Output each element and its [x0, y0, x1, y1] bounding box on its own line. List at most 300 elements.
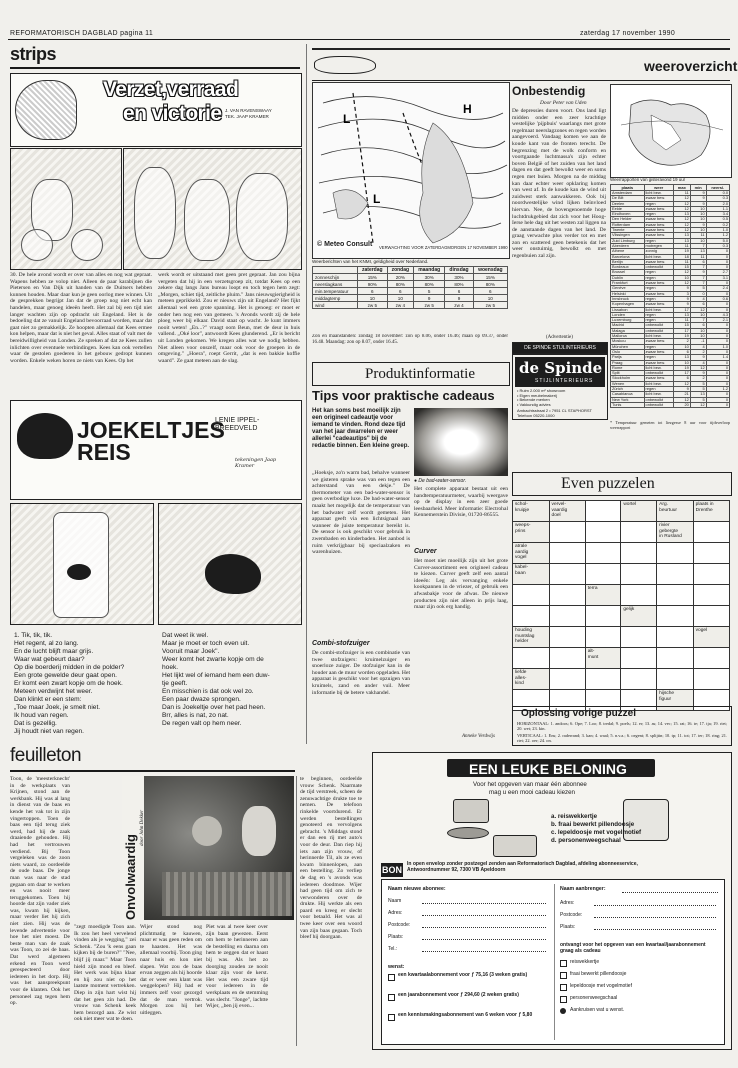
choice-marker-icon	[560, 1008, 566, 1014]
table-cell: Eindhoven	[611, 212, 645, 217]
gift-choice[interactable]	[560, 994, 718, 1004]
crossword-grid[interactable]	[512, 500, 730, 711]
gift-choice[interactable]	[560, 958, 718, 968]
verse-line: Waar wat gebeurt daar?	[14, 656, 85, 663]
forecast-table	[312, 266, 508, 309]
verse-line: Meteen verdwijnt het weer.	[14, 688, 93, 695]
verse-line: Brr, alles is nat, zo nat.	[162, 712, 229, 719]
table-cell: 12	[673, 196, 690, 201]
table-cell: 1.2	[706, 386, 729, 391]
table-cell: 1.2	[706, 233, 729, 238]
answer-cell[interactable]	[693, 564, 729, 585]
clue-cell: Arg. beurtuur	[657, 501, 694, 522]
table-cell: regen	[644, 312, 673, 317]
table-cell: Stockholm	[611, 376, 645, 381]
produktinfo-body-a: „Hoeksje, zo'n warm bad, behalve wanneer we gisteren sprake was van een tegen een achterstand van een dekje." De thermometer van een bad-water-sensor is geen overbodige luxe. De bad-water-sensor maakt het mogelijk dat de temperatuur van het badwater zelf wordt gemeten. Het apparaat geeft via een lichtsignaal aan wanneer de juiste temperatuur bereikt is. De sensor is ook geschikt voor gebruik in zwembaden en kinderbaden. Het aanbod is ruim verkrijgbaar bij speciaalzaken en warenhuizen.	[312, 470, 410, 556]
forecast-value: 80%	[387, 281, 413, 288]
table-cell: 0	[706, 392, 729, 397]
figure-standing	[236, 173, 288, 261]
verse-right	[162, 632, 302, 728]
table-cell: 17	[673, 328, 690, 333]
produktinfo-sub1: Curver	[414, 548, 437, 555]
table-cell: 0	[706, 254, 729, 259]
table-cell: 0	[706, 281, 729, 286]
field-input[interactable]	[422, 915, 546, 916]
table-cell: Athene	[611, 249, 645, 254]
answer-cell[interactable]	[693, 669, 729, 690]
table-cell: Malaga	[611, 328, 645, 333]
table-cell: 2.1	[706, 318, 729, 323]
table-cell: Rotterdam	[611, 222, 645, 227]
table-cell: 6	[690, 259, 706, 264]
table-cell: zwaar bew.	[644, 281, 673, 286]
clue-cell: kabel- baan	[513, 564, 550, 585]
table-cell: Wenen	[611, 381, 645, 386]
comic1-text-right: werk wordt er uitstaand met geen pret gepraat. Jan zou bijna vergeten dat hij in een verzetsgroep zit, totdat Kees op een zekere dag langs Jans bureau loopt en toch tegen hem zegt: „Morgen, schiet tijd, zeitliche pluim." Jans nieuwsgierigheid is meteen geprikkeld. Zou er nieuws zijn uit Engeland? Het fijkt allemaal wel een grote spanning. Het is genoeg: er moet er onder hen nog een van gemeen. 's Avonds wordt zij de hele ploeg weer bij elkaar. David staat op wacht. Je kunt immers nooit weten! „En...?" vraagt oom Beun, met de deur in huis vallend. „Oké loor", antwoordt Kees glunderend. „Er is bericht uit Londen gekomen. We kregen alles wat we nodig hebben. Niet alleen voor onszelf, maar ook voor de groepen in de omgeving." „Hoera", roept Gerrit, „dat is een bakkie koffie waard". Ze gaat meteen aan de slag.	[158, 272, 300, 364]
answer-cell[interactable]	[549, 648, 585, 669]
table-cell: zwaar bew.	[644, 376, 673, 381]
forecast-value: 30%	[445, 274, 473, 281]
answer-cell[interactable]	[657, 564, 694, 585]
table-cell: licht bew.	[644, 254, 673, 259]
feuilleton-title: Onvolwaardig	[123, 834, 138, 920]
weather-map	[312, 82, 510, 259]
choice-label: reiswekkertje	[570, 959, 600, 965]
forecast-value: 5	[413, 288, 444, 295]
table-cell: Innsbruck	[611, 296, 645, 301]
table-cell: 0.3	[706, 196, 729, 201]
field-label: Adres:	[388, 910, 403, 916]
table-cell: 4	[690, 344, 706, 349]
answer-cell[interactable]	[657, 648, 694, 669]
ad-spinde-sub: STIJLINTERIEURS	[535, 378, 594, 384]
forecast-label: neerslagkans	[313, 281, 358, 288]
option-checkbox[interactable]	[388, 994, 395, 1001]
table-cell: licht bew.	[644, 334, 673, 339]
verse-line: „Toe maar Joek, je smelt niet.	[14, 704, 101, 711]
ad-phone: Telefoon 05220-1000	[517, 413, 555, 418]
feuilleton-col3: "zegt moedigde Toon aan. Ik zou het heel vervelend vinden als je wegging," zei Schenk. "Zou 'k eens gaan kijken bij de buren?" "Nee, blijf jij maar." Maar Toon hield zijn mond en bleef. Het werk was bijna klaar en hij zou niet op het laatste moment vertrekken. Diep in zijn hart wist hij dat het geen zin had. De vrouw van Schenk keek hem bezorgd aan. Ze wist ook niet meer wat te doen.	[74, 924, 136, 1023]
table-cell: 5.0	[706, 238, 729, 243]
table-cell: 15	[673, 323, 690, 328]
table-cell: 0	[706, 397, 729, 402]
giver-name-input[interactable]	[622, 886, 718, 893]
grid-row	[513, 501, 730, 522]
answer-cell[interactable]	[657, 606, 694, 627]
answer-cell[interactable]	[621, 585, 657, 606]
table-cell: 15	[673, 265, 690, 270]
form-row	[560, 922, 718, 932]
choice-checkbox[interactable]	[560, 984, 567, 991]
comic2-panel-1	[10, 503, 154, 625]
answer-cell[interactable]	[549, 585, 585, 606]
comic2-panel-2	[158, 503, 302, 625]
produktinfo-body-c: Het moet niet moeilijk zijn uit het grote Curver-assortiment een origineel cadeau te kiezen. Curver geeft zelf een aantal ideeën: Leg als vervanging enkele kookpannen in de vriezer, of gebruik een afwasbakje voor de afwas. De nieuwe producten zijn niet alleen in prijs laag, maar zijn ook erg handig.	[414, 558, 508, 611]
table-cell: 12	[673, 201, 690, 206]
table-cell: licht bew.	[644, 392, 673, 397]
table-cell: Split	[611, 371, 645, 376]
answer-cell[interactable]	[585, 669, 621, 690]
subscription-options	[388, 972, 548, 1042]
table-cell: 2	[690, 376, 706, 381]
table-cell: 2.7	[706, 270, 729, 275]
table-cell: 13	[690, 392, 706, 397]
table-cell: 6	[673, 376, 690, 381]
table-cell: 9	[673, 286, 690, 291]
comic1-text-left: 30. De hele avond wordt er over van alles en nog wat gepraat. Wapens hebben ze volop niet. Alleen de paar karabijnen die Pietersen en Van Dijk uit handen van de Duitsers hebben kunnen houden. Maar daar kun je geen oorlog mee winnen. Uit de gesprekken begrijpt Jan dat de groep nog niet echt kan handelen, maar genoeg ideeën heeft. Het zal bij een tijd niet langer wachten zijn op opdracht uit Engeland. Het is de bedoeling dat ze vanuit Engeland bevoorraad worden, maar dat gaat niet zo gemakkelijk. Ze hoopten allemaal dat Kees ermee kon helpen, maar dat is niet het geval. Alles staat of valt met de bereidwilligheid van Londen. Ze spreken af dat ze Kees zullen inlichten over eventuele verbindingen. Kees kan ook vertellen waar de gestolen goederen in het gebouw gedropt kunnen worden. Enkele weken horen ze niets van Kees. Op het	[10, 272, 152, 364]
answer-cell[interactable]	[693, 648, 729, 669]
answer-cell[interactable]	[657, 627, 694, 648]
forecast-value: 80%	[413, 281, 444, 288]
forecast-value: zw 5	[473, 302, 507, 309]
choice-checkbox[interactable]	[560, 960, 567, 967]
answer-cell[interactable]	[657, 543, 694, 564]
answer-cell[interactable]	[693, 606, 729, 627]
table-cell: 12	[673, 270, 690, 275]
forecast-day: maandag	[413, 267, 444, 274]
table-cell: Barcelona	[611, 254, 645, 259]
table-cell: Oslo	[611, 349, 645, 354]
table-cell: 0	[706, 371, 729, 376]
section-weeroverzicht: weeroverzicht	[644, 58, 738, 74]
table-cell: 3.1	[706, 275, 729, 280]
promo-box	[372, 752, 732, 1050]
option-label: een kwartaalabonnement voor ƒ 75,16 (3 weken gratis)	[398, 972, 528, 978]
table-cell: München	[611, 344, 645, 349]
table-cell: onbewolkt	[644, 397, 673, 402]
table-cell: 0	[706, 291, 729, 296]
table-cell: 12	[673, 281, 690, 286]
table-cell: 10	[673, 275, 690, 280]
table-cell: regen	[644, 286, 673, 291]
answer-cell[interactable]	[513, 585, 550, 606]
answer-cell[interactable]	[693, 585, 729, 606]
comic1-header	[10, 73, 302, 147]
field-label: Naam	[388, 898, 402, 904]
forecast-corner	[313, 267, 358, 274]
produktinfo-banner	[312, 362, 510, 386]
answer-cell[interactable]	[513, 606, 550, 627]
table-cell: onbewolkt	[644, 323, 673, 328]
produktinfo-body-d: De combi-stofzuiger is een combinatie van twee stofzuigers: kruimelzuiger en snoerloze zuiger. De stofzuiger kan in de houder aan de muur worden opgeladen. Het apparaat is geschikt voor het opzuigen van kruimels, zand en ander vuil. Meer informatie bij de betere vakhandel.	[312, 650, 410, 696]
meteo-logo: © Meteo Consult	[317, 241, 373, 248]
comic2-signature: tekeningen Jaap Kramer	[235, 457, 277, 469]
ad-label: (Advertentie)	[546, 335, 573, 340]
answer-cell[interactable]	[549, 564, 585, 585]
isobar-chart	[313, 83, 509, 258]
option-checkbox[interactable]	[388, 974, 395, 981]
section-produktinfo: Produktinformatie	[365, 366, 475, 382]
feuilleton-col4: Piet was al twee keer over zijn baan gewezen. Eerst om hem te herinneren aan de bestelling en daarna om hem te zeggen dat er haast bij was. Als het zo doorging zouden ze nooit klaar zijn voor de kerst. Het was een zware tijd voor iedereen in de werkplaats en de stemming was slecht. "Jonge", lachtte Wijer, „ben jij even...	[206, 924, 268, 1010]
table-cell: 3.4	[706, 212, 729, 217]
forecast-row	[313, 281, 508, 288]
bicycle-wheel	[21, 229, 53, 261]
photo-caption: ● De bad-water-sensor.	[414, 478, 467, 484]
field-input[interactable]	[594, 905, 716, 906]
answer-cell[interactable]	[585, 564, 621, 585]
table-cell: 6	[690, 323, 706, 328]
table-cell: regen	[644, 386, 673, 391]
table-cell: onbewolkt	[644, 328, 673, 333]
section-feuilleton: feuilleton	[10, 745, 82, 766]
weather-body: De depressies duren voort. Ons land ligt midden onder een zeer krachtige westelijke 'pijpbuis' waarlangs met grote regelmaat neerslagzones en regen worden aangevoerd. Vandaag komen we aan de koude kant van de fronten terecht. De begrenzing met de wolk conform en voortgaande luchtmassa's zijn echter boven België of het zuiden van het land dagen en dat geeft bewolkt weer en soms regen met buien. Morgen na de middag kan daar echter weer opklaring komen van west af. In de koude kan de wind uit zuidwest sterk aanwakkeren. Ook bij noordwestelijke wind lijken beïnvloed hiervan. Nee, de bovengenoemde hoge luchtdrukgebied dat zich voor het Hoog-Ierse hele dag uit het westen zal liggen na de aanstaande dagen van het land. De graag verwachte plus verder tot en met zon en scattered geen betekenis dat het weer onstuimig, bewolkt en met regenbuien zal zijn.	[512, 108, 606, 260]
table-cell: 9	[690, 355, 706, 360]
ad-feature: • Vakkundig advies	[517, 401, 551, 407]
verse-line: Jij houdt niet van regen.	[14, 728, 85, 735]
ad-spinde[interactable]	[512, 354, 608, 420]
verse-line: tje geeft.	[162, 680, 188, 687]
forecast-label: middagtemp	[313, 295, 358, 302]
table-cell: 0	[706, 259, 729, 264]
table-cell: Amsterdam	[611, 191, 645, 196]
answer-cell[interactable]	[693, 522, 729, 543]
table-cell: 11	[673, 243, 690, 248]
field-input[interactable]	[594, 929, 716, 930]
table-cell: zwaar bew.	[644, 233, 673, 238]
table-cell: Aberdeen	[611, 243, 645, 248]
answer-cell[interactable]	[657, 585, 694, 606]
clue-cell: vervel- vaardig doel	[549, 501, 585, 522]
feuilleton-rule	[10, 770, 295, 772]
choice-checkbox[interactable]	[560, 972, 567, 979]
forecast-row	[313, 302, 508, 309]
forecast-day: woensdag	[473, 267, 507, 274]
produktinfo-lede: Het kan soms best moeilijk zijn een origineel cadeautje voor iemand te vinden. Rond deze tijd van het jaar dwarrelen er weer allerlei "cadeautips" bij de redactie binnen. Een kleine greep.	[312, 408, 410, 449]
answer-cell[interactable]	[549, 606, 585, 627]
table-cell: zwaar bew.	[644, 196, 673, 201]
table-cell: regen	[644, 212, 673, 217]
table-cell: 0	[706, 339, 729, 344]
option-checkbox[interactable]	[388, 1014, 395, 1021]
grid-row	[513, 585, 730, 606]
table-cell: 3	[673, 291, 690, 296]
answer-cell[interactable]	[621, 627, 657, 648]
forecast-value: 9	[445, 295, 473, 302]
clue-cell: plaats in Drenthe	[693, 501, 729, 522]
weather-byline: Door Peter van Uden	[540, 100, 587, 106]
table-cell: 0	[706, 323, 729, 328]
verse-line: 1. Tik, tik, tik.	[14, 632, 53, 639]
table-cell: Casablanca	[611, 392, 645, 397]
tools-foreground	[162, 872, 292, 916]
table-cell: 0	[706, 365, 729, 370]
map-caption: Weerberichten van het KNMI, geldigheid over Nederland.	[312, 259, 429, 264]
table-cell: licht bew.	[644, 191, 673, 196]
answer-cell[interactable]	[621, 564, 657, 585]
grid-row	[513, 606, 730, 627]
answer-cell[interactable]	[621, 648, 657, 669]
verse-line: Ik houd van regen.	[14, 712, 69, 719]
table-cell: zwaar bew.	[644, 339, 673, 344]
field-input[interactable]	[422, 939, 546, 940]
table-cell: 10	[673, 360, 690, 365]
table-cell: 12	[673, 397, 690, 402]
table-cell: 13	[673, 233, 690, 238]
strips-rule	[10, 67, 300, 69]
answer-cell[interactable]	[657, 669, 694, 690]
field-input[interactable]	[594, 917, 716, 918]
table-cell: 5	[690, 397, 706, 402]
field-input[interactable]	[422, 903, 546, 904]
form-row	[388, 896, 548, 906]
forecast-value: 90%	[357, 281, 387, 288]
feuilleton-col1: Toon, de 'meesterknecht' in de werkplaats van Krijnen, stond aan de werkbank. Hij was al lang in dienst van de baas en kende het vak tot in zijn vingertoppen. Toen de baas een tijd terug ziek werd, had hij de zaak draaiende gehouden. Hij had het vertrouwen verdiend. Bij Toon vergeleken was de zoon niets waard, zo oordeelde de oude baas. De jonge man was naar de stad gegaan om daar te werken en was nooit meer teruggekomen. Toen hij hoorde dat zijn vader ziek was, kwam hij kijken, maar verder liet hij zich niet zien. Hij was de levende advertentie voor hoe het niet moest. De beste man van de zaak was Toon, zo zei de baas. Dat werd algemeen erkend en Toon werd gerespecteerd door iedereen in het dorp. Hij was het aanspreekpunt voor de klanten. Ook het personeel zag tegen hem op.	[10, 776, 70, 1007]
table-cell: regen	[644, 270, 673, 275]
subscription-option[interactable]	[388, 992, 548, 1010]
answer-cell[interactable]	[693, 543, 729, 564]
table-cell: 9	[690, 191, 706, 196]
answer-cell[interactable]	[549, 669, 585, 690]
table-cell: zwaar bew.	[644, 217, 673, 222]
choice-checkbox[interactable]	[560, 996, 567, 1003]
answer-cell[interactable]	[549, 522, 585, 543]
grid-row	[513, 522, 730, 543]
table-cell: 2.0	[706, 201, 729, 206]
figure-standing	[184, 179, 230, 261]
gift-choices	[560, 958, 718, 1038]
gift-choice[interactable]	[560, 970, 718, 980]
ad-feature: • Bekende merken	[517, 397, 550, 403]
forecast-value: zw 4	[387, 302, 413, 309]
ad-topbar: DE SPINDE STIJLINTERIEURS	[512, 342, 608, 354]
figure-standing	[134, 167, 176, 259]
verse-line: hoek.	[162, 664, 179, 671]
clue-cell: atrale aardig vogel	[513, 543, 550, 564]
answer-cell[interactable]	[621, 543, 657, 564]
weather-col-header: max	[673, 185, 690, 191]
table-cell: 19	[673, 249, 690, 254]
person-figure	[242, 806, 276, 856]
ad-feature: • Ruim 2.000 m² showroom	[517, 388, 566, 393]
table-cell: 19	[673, 334, 690, 339]
table-cell: 7	[690, 243, 706, 248]
table-cell: 10	[690, 212, 706, 217]
table-cell: 13	[673, 312, 690, 317]
table-cell: Praag	[611, 360, 645, 365]
table-cell: 5	[690, 286, 706, 291]
answer-cell[interactable]	[549, 543, 585, 564]
table-cell: New York	[611, 397, 645, 402]
table-cell: Genève	[611, 286, 645, 291]
answer-cell[interactable]	[585, 522, 621, 543]
answer-cell[interactable]	[621, 669, 657, 690]
answer-cell[interactable]	[585, 627, 621, 648]
table-cell: 0.0	[706, 191, 729, 196]
forecast-label: min.temperatuur	[313, 288, 358, 295]
forecast-value: 6	[357, 288, 387, 295]
table-cell: Moskou	[611, 339, 645, 344]
table-cell: Deelen	[611, 201, 645, 206]
ad-address: Ambachtsstraat 2 • 7951 CL STAPHORST	[517, 408, 592, 413]
table-cell: 12	[673, 381, 690, 386]
table-cell: 0	[706, 302, 729, 307]
masthead-right: zaterdag 17 november 1990	[580, 30, 676, 37]
gift-choice[interactable]	[560, 982, 718, 992]
table-cell: Frankfurt	[611, 281, 645, 286]
verse-line: Een paar dwaze sprongen.	[162, 696, 241, 703]
comic1-portrait	[15, 80, 77, 140]
bad-sensor-photo	[414, 408, 508, 476]
verse-line: Vooruit maar Joek".	[162, 648, 220, 655]
field-input[interactable]	[422, 951, 546, 952]
forecast-value: 30%	[413, 274, 444, 281]
table-cell: Londen	[611, 312, 645, 317]
table-cell: 12	[673, 228, 690, 233]
choice-label: fraai bewerkt pillendoosje	[570, 971, 627, 977]
table-cell: 0	[706, 402, 729, 407]
clue-cell: alt- munt	[585, 648, 621, 669]
table-cell: Parijs	[611, 355, 645, 360]
answer-cell[interactable]	[585, 606, 621, 627]
table-cell: 0	[706, 307, 729, 312]
section-strips: strips	[10, 44, 57, 64]
forecast-value: 10	[357, 295, 387, 302]
table-cell: zwaar bew.	[644, 222, 673, 227]
form-row	[388, 908, 548, 918]
answer-cell[interactable]	[585, 501, 621, 522]
field-input[interactable]	[422, 927, 546, 928]
table-cell: Luxemburg	[611, 318, 645, 323]
table-cell: Eelde	[611, 206, 645, 211]
gift-choice	[560, 1006, 718, 1016]
grid-row	[513, 564, 730, 585]
answer-cell[interactable]	[585, 543, 621, 564]
field-label: Plaats:	[560, 924, 576, 930]
table-cell: 11	[690, 233, 706, 238]
choice-heading: ontvangt voor het opgeven van een kwartaal/jaarabonnement graag als cadeau	[560, 942, 706, 954]
subscription-option[interactable]	[388, 1012, 548, 1030]
europe-mini-map	[610, 84, 732, 178]
table-cell: 10	[690, 206, 706, 211]
answer-cell[interactable]	[513, 648, 550, 669]
ad-features	[517, 389, 605, 407]
produktinfo-title: Tips voor praktische cadeaus	[312, 388, 495, 403]
gift-item: a. reiswekkertje	[551, 813, 598, 820]
grid-row	[513, 669, 730, 690]
answer-cell[interactable]	[621, 522, 657, 543]
giver-heading: Naam aanbrenger:	[560, 886, 606, 892]
table-cell: 4	[690, 360, 706, 365]
table-cell: 1.0	[706, 344, 729, 349]
table-cell: 10	[690, 328, 706, 333]
table-cell: 18	[673, 254, 690, 259]
table-cell: 10	[690, 217, 706, 222]
comic1-panel-1	[10, 148, 122, 270]
verse-line: Maar je moet er toch even uit.	[162, 640, 250, 647]
table-cell: Brussel	[611, 270, 645, 275]
table-cell: Tunis	[611, 402, 645, 407]
verse-line: Op die boerderij midden in de polder?	[14, 664, 125, 671]
new-subscriber-fields	[388, 896, 548, 958]
forecast-day: dinsdag	[445, 267, 473, 274]
table-cell: regen	[644, 344, 673, 349]
table-cell: zonnig	[644, 249, 673, 254]
answer-cell[interactable]	[549, 627, 585, 648]
produktinfo-signature: Anneke Verdwijs	[462, 734, 496, 739]
choice-label: Aankruisen wat u wenst.	[570, 1007, 625, 1013]
svg-text:H: H	[463, 102, 472, 116]
verse-line: Het regent, al zo lang.	[14, 640, 79, 647]
table-cell: regen	[644, 296, 673, 301]
table-cell: 0	[706, 381, 729, 386]
report-table-caption: Weerrapporten van gisteravond 19 uur	[610, 177, 686, 182]
table-cell: 1.1	[706, 206, 729, 211]
table-cell: zwaar bew.	[644, 360, 673, 365]
table-cell: 19	[673, 365, 690, 370]
weather-col-header: weer	[644, 185, 673, 191]
subscription-option[interactable]	[388, 972, 548, 990]
table-cell: De Bilt	[611, 196, 645, 201]
